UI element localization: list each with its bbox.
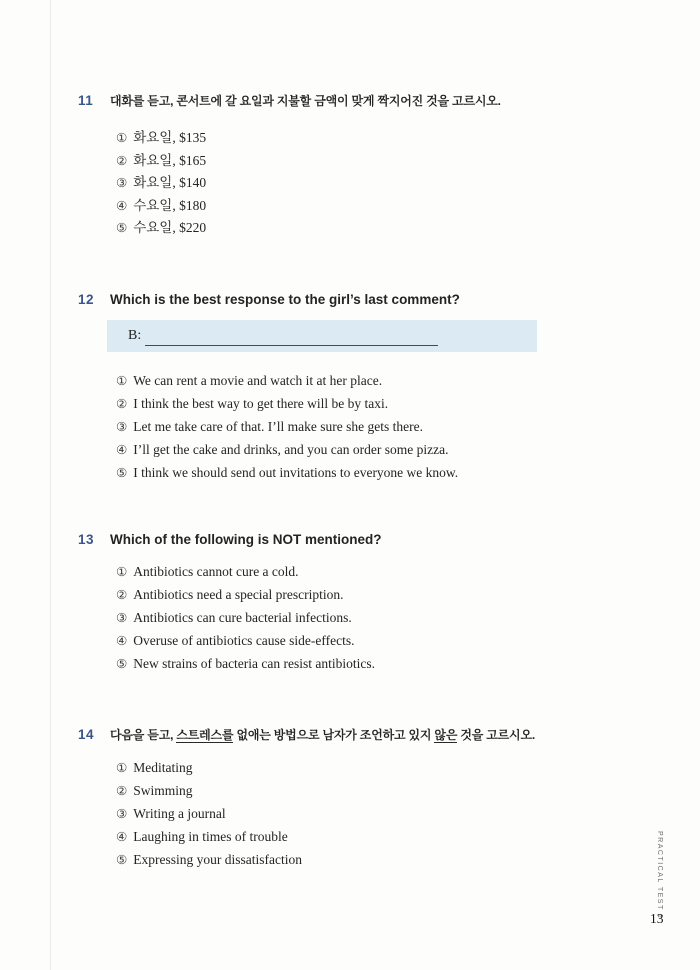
page-number: 13 [650,911,664,926]
option [116,172,660,195]
option-text: 수요일, $220 [133,220,207,235]
question-number: 13 [78,532,95,547]
option-text: Laughing in times of trouble [133,829,288,844]
answer-box [107,320,537,352]
options-list [116,127,660,240]
question-prompt [110,726,660,744]
question-13 [0,531,660,675]
option [116,217,660,240]
speaker-label: B: [128,328,142,343]
option-marker: ① [116,760,128,775]
question-14 [0,726,660,871]
option [116,779,660,802]
option-text: New strains of bacteria can resist antibiotics. [133,656,376,671]
options-list [116,560,660,675]
question-number: 12 [78,292,95,307]
question-number: 14 [78,727,95,742]
option-marker: ② [116,783,128,798]
option-marker: ① [116,564,128,579]
option-text: Antibiotics can cure bacterial infections. [133,610,352,625]
option [116,606,660,629]
option-text: I think we should send out invitations to everyone we know. [133,465,459,480]
option [116,461,660,484]
option-marker: ⑤ [116,220,128,235]
option-marker: ④ [116,197,128,213]
option [116,415,660,438]
option-text: Antibiotics cannot cure a cold. [133,564,299,579]
options-list [116,756,660,871]
side-label: PRACTICAL TEST 1 [656,831,663,920]
option-marker: ⑤ [116,656,128,671]
question-prompt: Which is the best response to the girl’s last comment? [110,292,460,307]
option-text: 화요일, $135 [133,130,207,145]
prompt-part: 없애는 방법으로 남자가 조언하고 있지 [233,728,435,742]
option-text: We can rent a movie and watch it at her place. [133,373,383,388]
option [116,825,660,848]
option-text: I think the best way to get there will be by taxi. [133,396,389,411]
option-marker: ④ [116,829,128,844]
option-marker: ③ [116,806,128,821]
option-marker: ② [116,152,128,168]
prompt-part: 것을 고르시오. [457,728,535,742]
answer-blank-line [145,327,438,346]
option-text: 화요일, $140 [133,175,207,190]
prompt-part-underlined: 않은 [434,728,458,742]
option-marker: ③ [116,610,128,625]
option [116,560,660,583]
option [116,756,660,779]
option [116,392,660,415]
option [116,629,660,652]
question-number: 11 [78,93,94,108]
option-marker: ⑤ [116,852,128,867]
option-marker: ④ [116,633,128,648]
option [116,802,660,825]
option-marker: ③ [116,419,128,434]
prompt-part-underlined: 스트레스를 [176,728,234,742]
option-text: 화요일, $165 [133,152,207,168]
question-12 [0,291,660,484]
option-text: I’ll get the cake and drinks, and you can order some pizza. [133,442,449,457]
option-marker: ① [116,130,128,145]
question-11 [0,92,660,240]
option-marker: ⑤ [116,465,128,480]
option [116,127,660,150]
option-text: Meditating [133,760,193,775]
option [116,369,660,392]
option-marker: ② [116,396,128,411]
option-text: Writing a journal [133,806,226,821]
option [116,848,660,871]
question-prompt: Which of the following is NOT mentioned? [110,532,382,547]
prompt-part: 다음을 듣고, [110,728,177,742]
option-marker: ③ [116,175,128,190]
option [116,652,660,675]
option-marker: ① [116,373,128,388]
option-text: 수요일, $180 [133,197,207,213]
options-list [116,369,660,484]
option-text: Overuse of antibiotics cause side-effects. [133,633,355,648]
option-marker: ④ [116,442,128,457]
option [116,150,660,173]
option-text: Let me take care of that. I’ll make sure she gets there. [133,419,423,434]
option-marker: ② [116,587,128,602]
option [116,195,660,218]
option-text: Expressing your dissatisfaction [133,852,302,867]
option [116,583,660,606]
option [116,438,660,461]
option-text: Antibiotics need a special prescription. [133,587,344,602]
question-prompt: 대화를 듣고, 콘서트에 갈 요일과 지불할 금액이 맞게 짝지어진 것을 고르시오. [110,94,501,108]
option-text: Swimming [133,783,193,798]
